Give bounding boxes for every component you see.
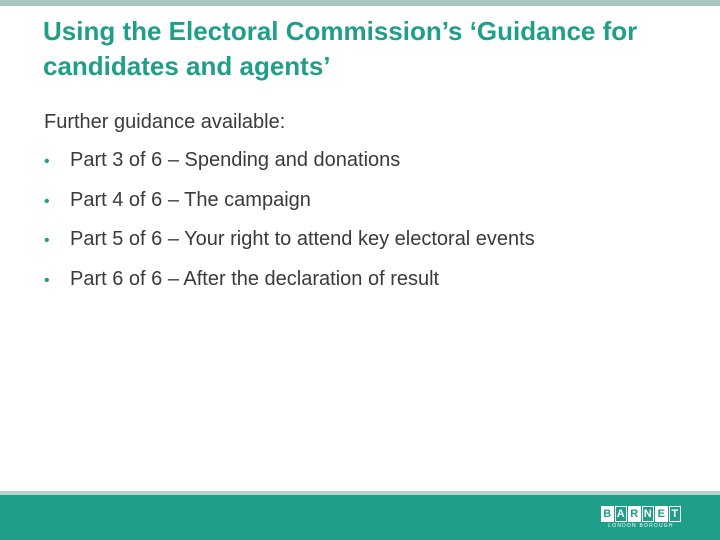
- logo-letter: E: [655, 506, 668, 522]
- bullet-icon: •: [44, 232, 50, 249]
- list-item: [44, 226, 535, 266]
- list-item: [44, 147, 535, 187]
- top-accent-bar: [0, 0, 720, 6]
- list-item: [44, 266, 535, 306]
- list-item: [44, 187, 535, 227]
- logo-letter: R: [628, 506, 641, 522]
- guidance-list: [44, 147, 535, 305]
- list-item-text: Part 3 of 6 – Spending and donations: [70, 149, 401, 171]
- bullet-icon: •: [44, 153, 50, 170]
- logo-subtitle: LONDON BOROUGH: [608, 523, 674, 529]
- list-item-text: Part 6 of 6 – After the declaration of result: [70, 267, 440, 290]
- list-item-text: Part 4 of 6 – The campaign: [70, 188, 311, 211]
- logo-letter: N: [642, 506, 655, 522]
- list-item-text: Part 5 of 6 – Your right to attend key electoral events: [70, 228, 535, 250]
- intro-text: Further guidance available:: [44, 111, 286, 133]
- bullet-icon: •: [44, 192, 50, 210]
- logo-letter: T: [669, 506, 682, 522]
- slide-title: Using the Electoral Commission’s ‘Guidance for candidates and agents’: [43, 16, 638, 81]
- logo-letter: B: [601, 506, 614, 522]
- logo-letter: A: [615, 506, 628, 522]
- logo-letters: [601, 506, 681, 522]
- barnet-logo: [601, 506, 681, 532]
- bullet-icon: •: [44, 271, 50, 289]
